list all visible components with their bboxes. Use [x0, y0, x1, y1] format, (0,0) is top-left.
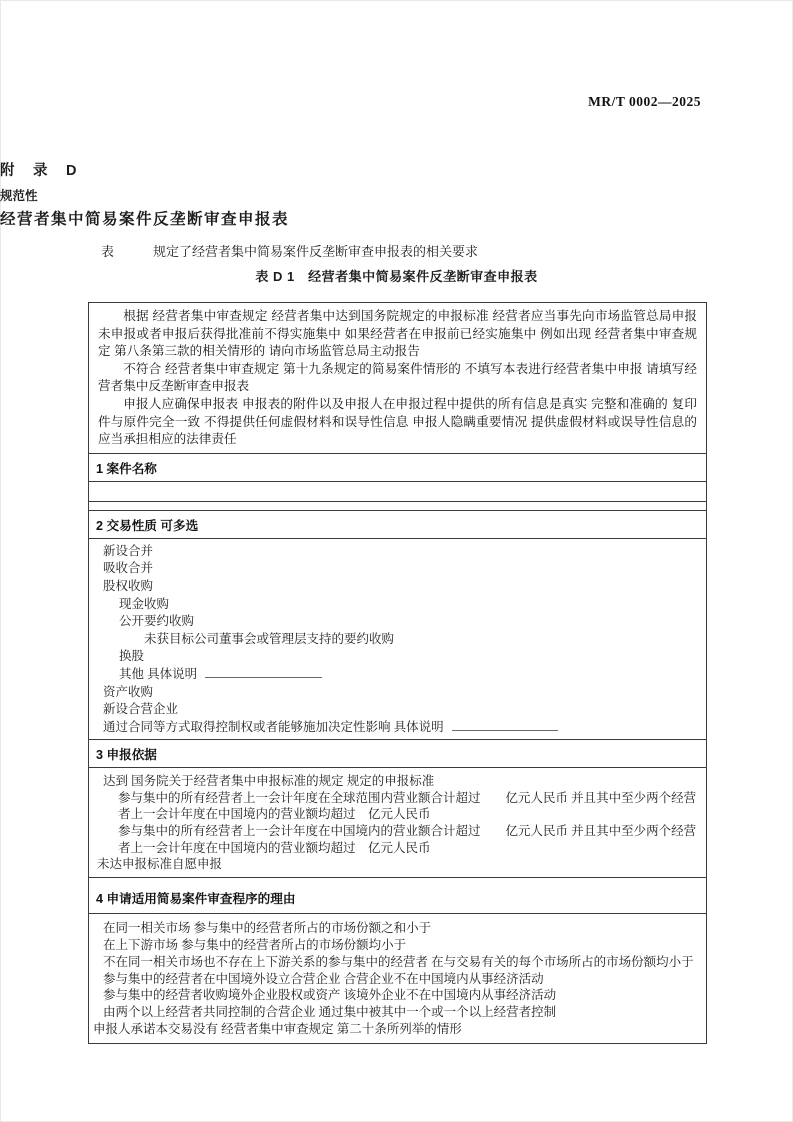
- form-option-line: 不在同一相关市场也不存在上下游关系的参与集中的经营者 在与交易有关的每个市场所占的市场份额均小于: [103, 954, 694, 969]
- section-2-body: [88, 539, 707, 741]
- standard-number: MR/T 0002—2025: [588, 94, 701, 109]
- form-option-line: 其他 具体说明: [119, 666, 698, 684]
- form-option-line: 未达申报标准自愿申报: [97, 857, 223, 872]
- note-paragraph: 根据 经营者集中审查规定 经营者集中达到国务院规定的申报标准 经营者应当事先向市场监管总局申报 未申报或者申报后获得批准前不得实施集中 如果经营者在申报前已经实施集中 例如出现 经营者集中审查规定 第八条第三款的相关情形的 请向市场监管总局主动报告: [98, 309, 697, 359]
- case-name-answer-cell: [88, 482, 707, 502]
- intro-sentence: [101, 241, 478, 260]
- intro-text: 规定了经营者集中简易案件反垄断审查申报表的相关要求: [153, 244, 479, 259]
- fill-in-blank-line: [205, 676, 322, 678]
- form-option-line: 参与集中的经营者在中国境外设立合营企业 合营企业不在中国境内从事经济活动: [103, 971, 544, 986]
- form-option-line: 吸收合并: [103, 561, 154, 576]
- form-option-line: 换股: [119, 649, 145, 664]
- table-caption: 表 D 1 经营者集中简易案件反垄断审查申报表: [255, 269, 538, 284]
- section-4-header: 4 申请适用简易案件审查程序的理由: [88, 878, 707, 914]
- declaration-form-table: [88, 302, 707, 1044]
- form-option-line: 公开要约收购: [119, 614, 195, 629]
- normative-label: 规范性: [0, 189, 38, 203]
- form-option-line: 股权收购: [103, 578, 154, 593]
- appendix-label: 附 录 D: [0, 163, 79, 179]
- appendix-title: 经营者集中简易案件反垄断审查申报表: [0, 211, 290, 228]
- note-paragraph: 申报人应确保申报表 申报表的附件以及申报人在申报过程中提供的所有信息是真实 完整和准确的 复印件与原件完全一致 不得提供任何虚假材料和误导性信息 申报人隐瞒重要情况 提供虚假材料或误导性信息的 应当承担相应的法律责任: [98, 396, 697, 447]
- form-option-line: 参与集中的所有经营者上一会计年度在全球范围内营业额合计超过 亿元人民币 并且其中至少两个经营者上一会计年度在中国境内的营业额均超过 亿元人民币: [118, 790, 697, 822]
- form-option-line: 参与集中的所有经营者上一会计年度在中国境内的营业额合计超过 亿元人民币 并且其中至少两个经营者上一会计年度在中国境内的营业额均超过 亿元人民币: [118, 824, 697, 855]
- form-option-line: 通过合同等方式取得控制权或者能够施加决定性影响 具体说明: [103, 719, 698, 737]
- form-option-line: 资产收购: [103, 684, 154, 699]
- form-option-line: 在上下游市场 参与集中的经营者所占的市场份额均小于: [103, 937, 407, 952]
- section-3-header: 3 申报依据: [88, 740, 707, 768]
- form-option-line: 在同一相关市场 参与集中的经营者所占的市场份额之和小于: [103, 920, 432, 935]
- form-option-line: 新设合并: [103, 543, 154, 558]
- form-option-line: 由两个以上经营者共同控制的合营企业 通过集中被其中一个或一个以上经营者控制: [103, 1005, 557, 1020]
- form-option-line: 新设合营企业: [103, 702, 179, 717]
- form-option-line: 现金收购: [119, 596, 170, 611]
- section-2-header: 2 交易性质 可多选: [88, 510, 707, 539]
- note-paragraph: 不符合 经营者集中审查规定 第十九条规定的简易案件情形的 不填写本表进行经营者集中申报 请填写经营者集中反垄断审查申报表: [98, 361, 697, 394]
- section-4-body: [88, 914, 707, 1044]
- fill-in-blank-line: [452, 729, 558, 731]
- form-option-line: 参与集中的经营者收购境外企业股权或资产 该境外企业不在中国境内从事经济活动: [103, 988, 557, 1003]
- section-divider-gap: [88, 502, 707, 510]
- section-3-body: [88, 768, 707, 878]
- intro-prefix: 表: [101, 244, 115, 259]
- form-option-line: 达到 国务院关于经营者集中申报标准的规定 规定的申报标准: [103, 774, 435, 789]
- form-notes-cell: [88, 302, 707, 454]
- form-option-line: 未获目标公司董事会或管理层支持的要约收购: [144, 631, 395, 646]
- form-option-line: 申报人承诺本交易没有 经营者集中审查规定 第二十条所列举的情形: [93, 1022, 462, 1037]
- section-1-header: 1 案件名称: [88, 454, 707, 482]
